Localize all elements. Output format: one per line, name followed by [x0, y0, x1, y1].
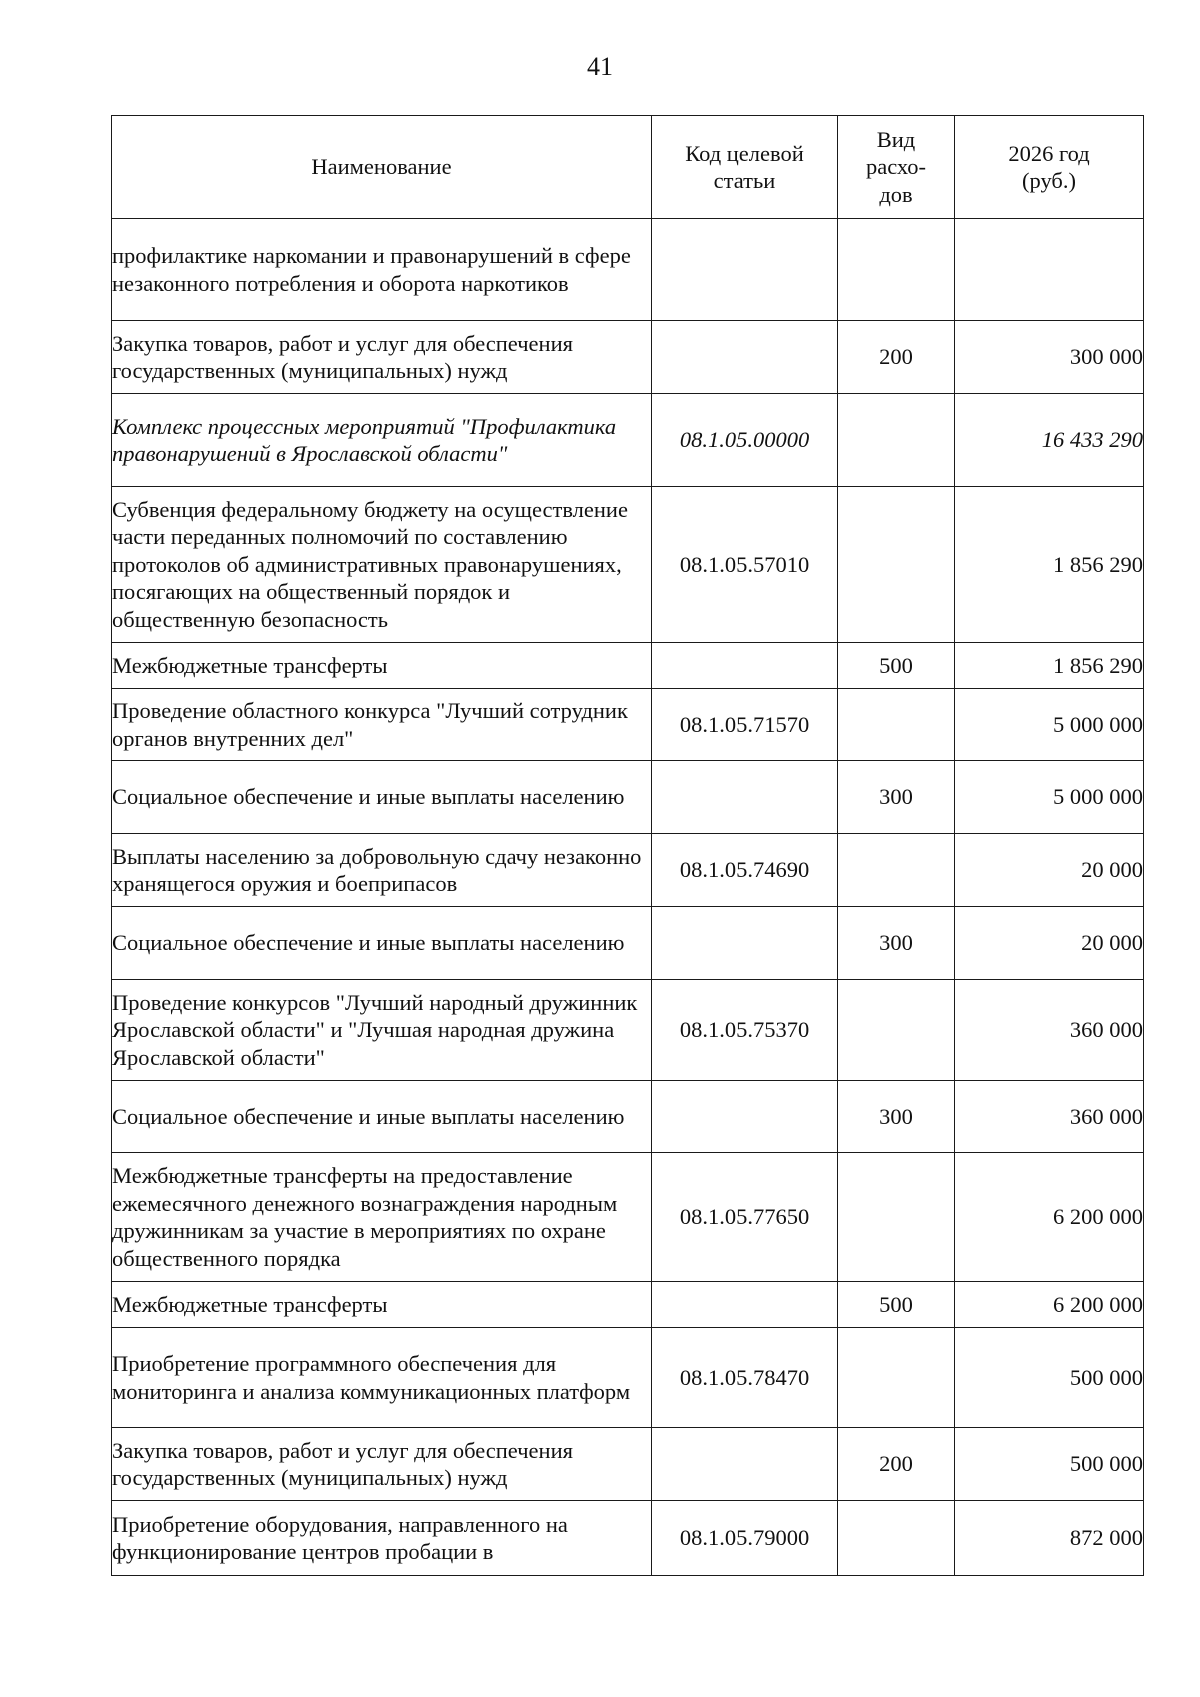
cell-type [838, 980, 955, 1081]
cell-code: 08.1.05.77650 [652, 1153, 838, 1282]
cell-amount: 1 856 290 [955, 643, 1144, 689]
table-body [112, 219, 1144, 1576]
cell-name: Межбюджетные трансферты [112, 643, 652, 689]
header-code: Код целевой статьи [652, 116, 838, 219]
cell-amount: 5 000 000 [955, 689, 1144, 761]
cell-name: Приобретение программного обеспечения для мониторинга и анализа коммуникационных платформ [112, 1328, 652, 1428]
cell-code: 08.1.05.71570 [652, 689, 838, 761]
cell-code [652, 1282, 838, 1328]
cell-type [838, 487, 955, 643]
cell-code: 08.1.05.74690 [652, 834, 838, 907]
cell-type: 200 [838, 1428, 955, 1501]
cell-type [838, 1328, 955, 1428]
cell-type [838, 689, 955, 761]
table-header [112, 116, 1144, 219]
cell-name: Межбюджетные трансферты на предоставление ежемесячного денежного вознаграждения народным дружинникам за участие в мероприятиях по охране общественного порядка [112, 1153, 652, 1282]
cell-amount: 360 000 [955, 1081, 1144, 1153]
table-row [112, 1328, 1144, 1428]
cell-amount: 16 433 290 [955, 394, 1144, 487]
cell-code: 08.1.05.75370 [652, 980, 838, 1081]
cell-name: Проведение конкурсов "Лучший народный дружинник Ярославской области" и "Лучшая народная дружина Ярославской области" [112, 980, 652, 1081]
cell-amount: 300 000 [955, 321, 1144, 394]
cell-code [652, 761, 838, 834]
cell-code [652, 643, 838, 689]
table-row [112, 321, 1144, 394]
header-name: Наименование [112, 116, 652, 219]
cell-type: 300 [838, 761, 955, 834]
cell-amount: 5 000 000 [955, 761, 1144, 834]
table-row [112, 643, 1144, 689]
header-amount: 2026 год (руб.) [955, 116, 1144, 219]
cell-name: Комплекс процессных мероприятий "Профилактика правонарушений в Ярославской области" [112, 394, 652, 487]
table-row [112, 980, 1144, 1081]
cell-amount: 500 000 [955, 1428, 1144, 1501]
cell-name: Социальное обеспечение и иные выплаты населению [112, 1081, 652, 1153]
table-row [112, 219, 1144, 321]
table-row [112, 1501, 1144, 1576]
cell-name: Субвенция федеральному бюджету на осуществление части переданных полномочий по составлению протоколов об административных правонарушениях, посягающих на общественный порядок и общественную безопасность [112, 487, 652, 643]
table-row [112, 487, 1144, 643]
cell-type [838, 394, 955, 487]
cell-type [838, 834, 955, 907]
cell-type [838, 1501, 955, 1576]
table-row [112, 1081, 1144, 1153]
cell-name: Проведение областного конкурса "Лучший сотрудник органов внутренних дел" [112, 689, 652, 761]
cell-type: 300 [838, 1081, 955, 1153]
table-row [112, 1282, 1144, 1328]
cell-name: Межбюджетные трансферты [112, 1282, 652, 1328]
table-row [112, 689, 1144, 761]
cell-name: Закупка товаров, работ и услуг для обеспечения государственных (муниципальных) нужд [112, 321, 652, 394]
header-row [112, 116, 1144, 219]
header-type: Вид расхо-дов [838, 116, 955, 219]
cell-code: 08.1.05.78470 [652, 1328, 838, 1428]
cell-code: 08.1.05.57010 [652, 487, 838, 643]
page-number: 41 [587, 52, 613, 81]
cell-amount: 500 000 [955, 1328, 1144, 1428]
table-row [112, 1153, 1144, 1282]
cell-type: 500 [838, 1282, 955, 1328]
table-row [112, 834, 1144, 907]
cell-type: 500 [838, 643, 955, 689]
cell-type [838, 219, 955, 321]
cell-amount: 872 000 [955, 1501, 1144, 1576]
cell-name: Закупка товаров, работ и услуг для обеспечения государственных (муниципальных) нужд [112, 1428, 652, 1501]
cell-code: 08.1.05.79000 [652, 1501, 838, 1576]
cell-amount: 6 200 000 [955, 1282, 1144, 1328]
table-row [112, 761, 1144, 834]
cell-type: 300 [838, 907, 955, 980]
cell-amount: 6 200 000 [955, 1153, 1144, 1282]
budget-table [111, 115, 1144, 1576]
cell-name: Приобретение оборудования, направленного на функционирование центров пробации в [112, 1501, 652, 1576]
cell-code: 08.1.05.00000 [652, 394, 838, 487]
cell-name: Социальное обеспечение и иные выплаты населению [112, 907, 652, 980]
cell-type [838, 1153, 955, 1282]
table-row [112, 1428, 1144, 1501]
cell-amount [955, 219, 1144, 321]
cell-amount: 1 856 290 [955, 487, 1144, 643]
cell-code [652, 219, 838, 321]
table-row [112, 394, 1144, 487]
cell-amount: 360 000 [955, 980, 1144, 1081]
cell-code [652, 907, 838, 980]
cell-name: Социальное обеспечение и иные выплаты населению [112, 761, 652, 834]
cell-code [652, 1081, 838, 1153]
cell-name: профилактике наркомании и правонарушений в сфере незаконного потребления и оборота наркотиков [112, 219, 652, 321]
cell-amount: 20 000 [955, 834, 1144, 907]
table-row [112, 907, 1144, 980]
cell-code [652, 1428, 838, 1501]
cell-type: 200 [838, 321, 955, 394]
cell-amount: 20 000 [955, 907, 1144, 980]
cell-name: Выплаты населению за добровольную сдачу незаконно хранящегося оружия и боеприпасов [112, 834, 652, 907]
cell-code [652, 321, 838, 394]
